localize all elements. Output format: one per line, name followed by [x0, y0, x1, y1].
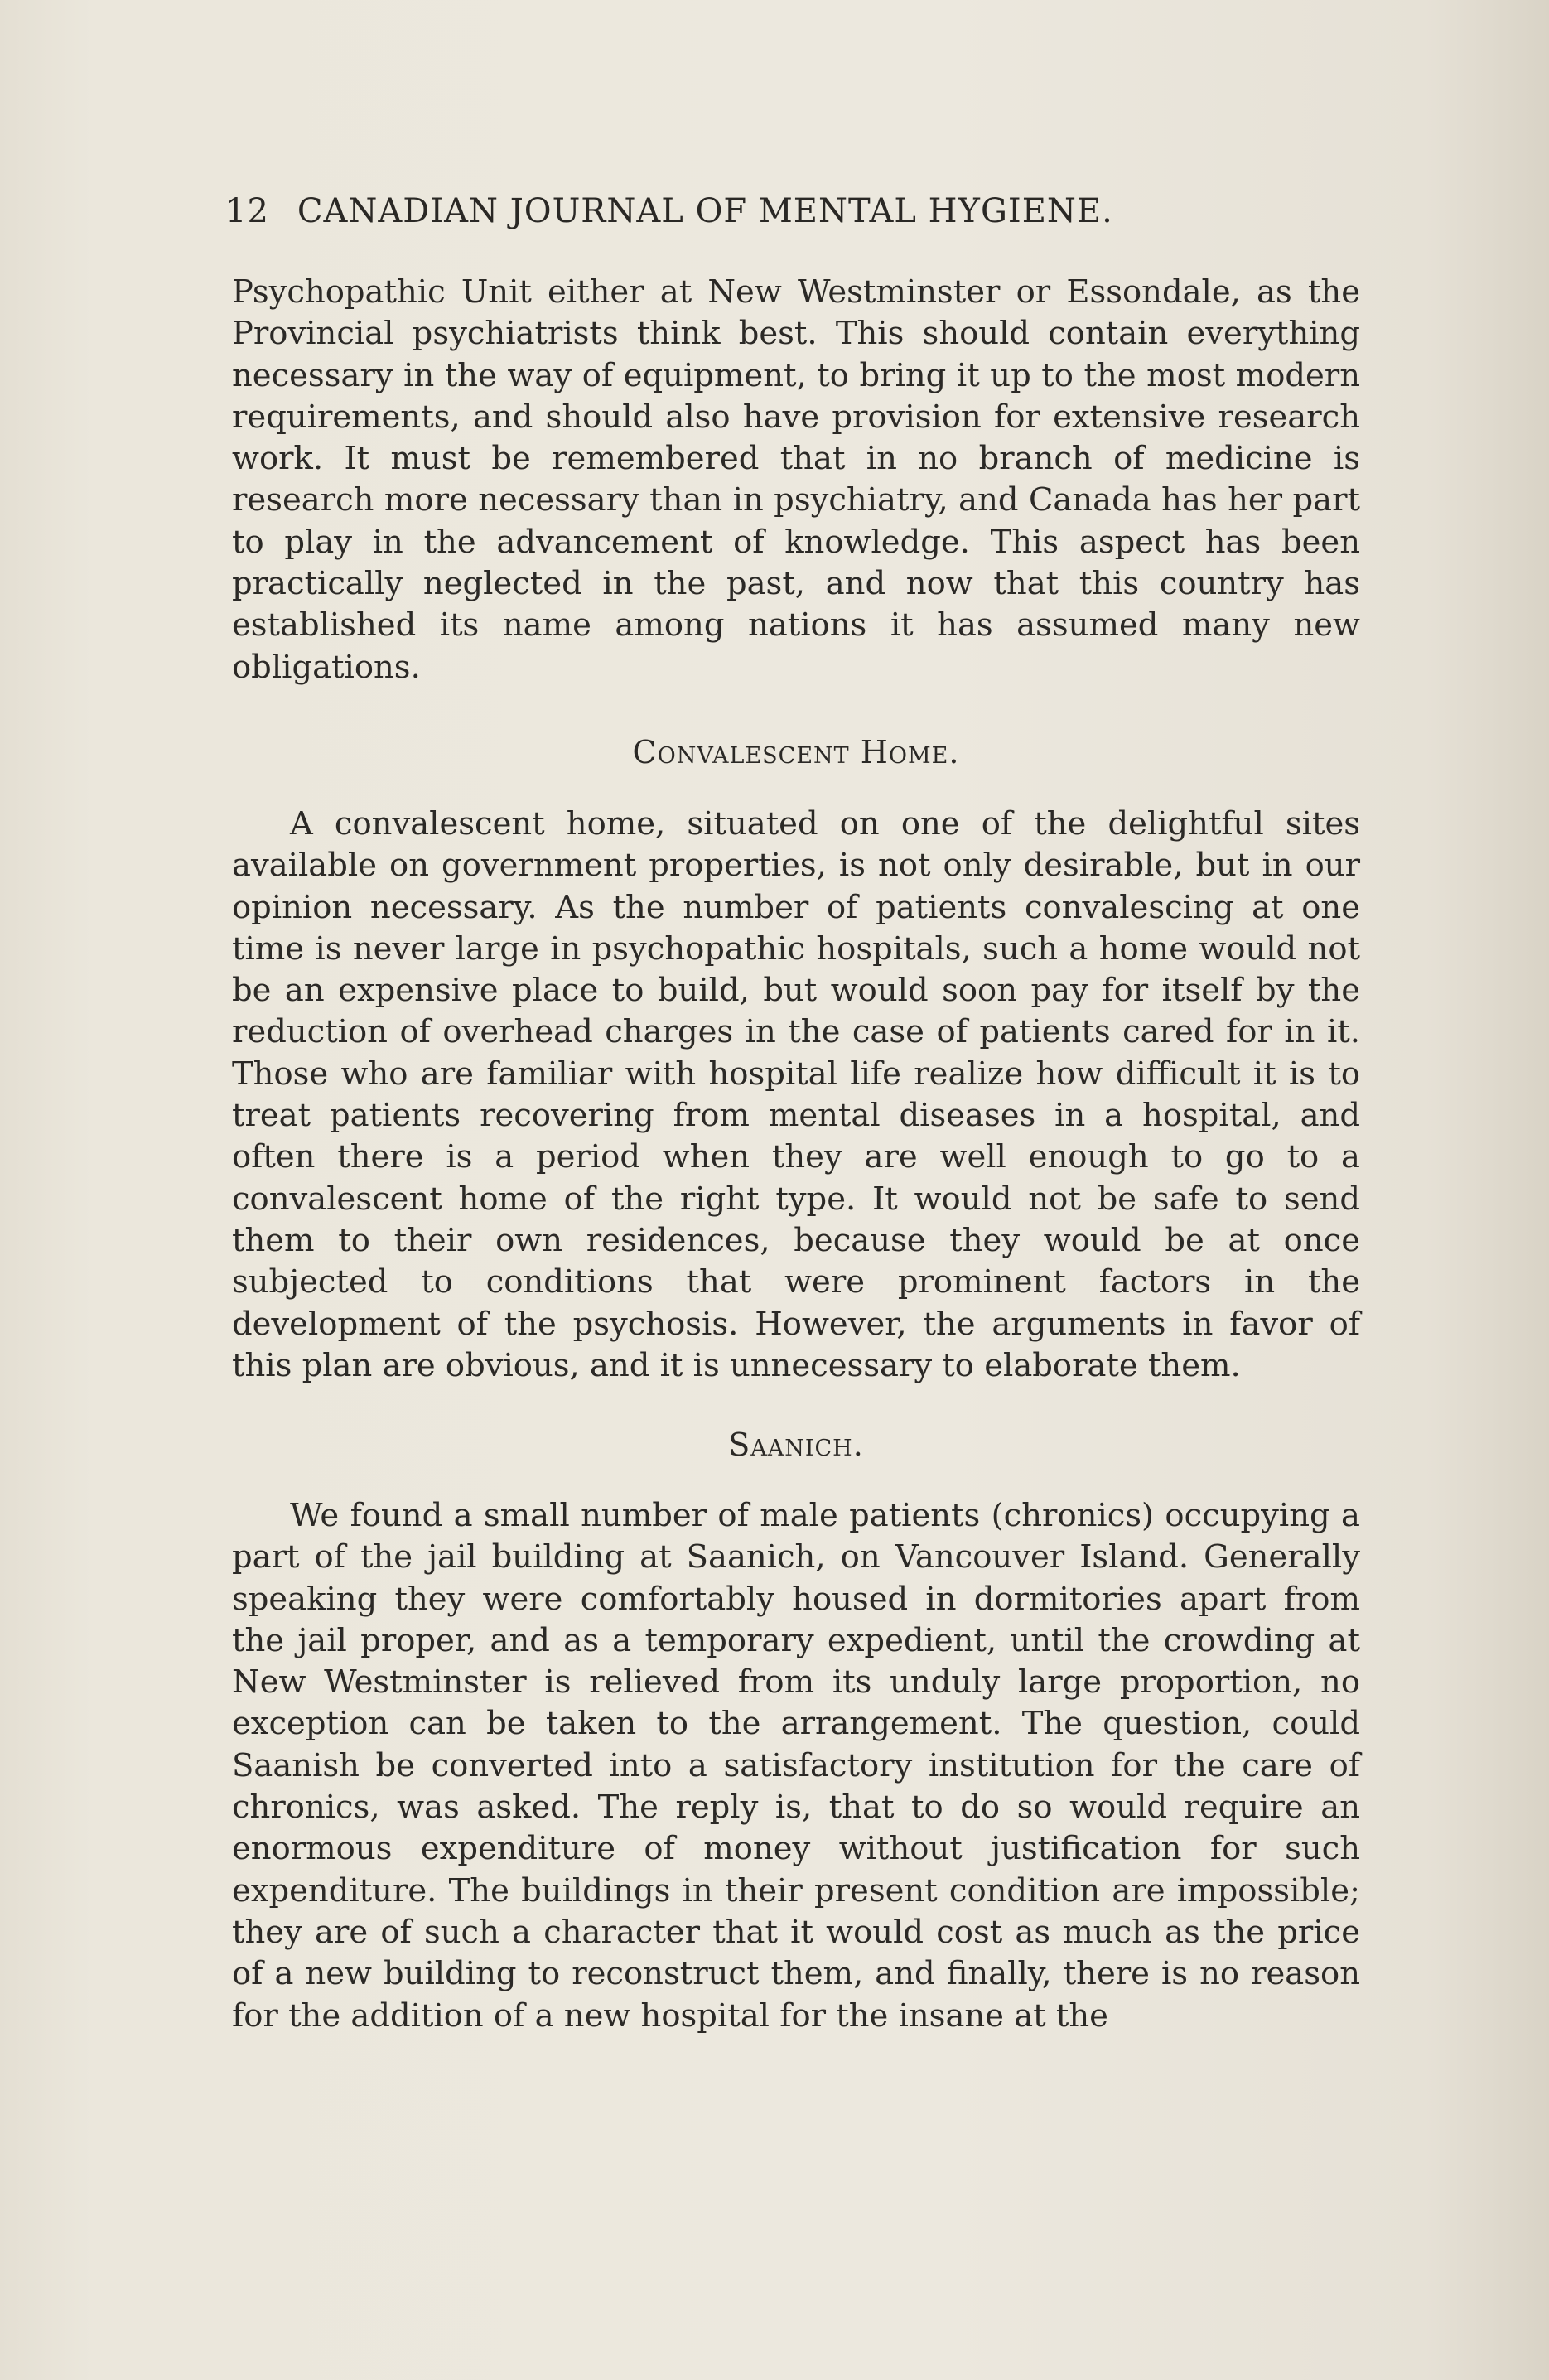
- body-paragraph-3: [232, 1495, 1360, 2037]
- journal-title: CANADIAN JOURNAL OF MENTAL HYGIENE.: [297, 192, 1113, 230]
- section-heading-convalescent-home: Convalescent Home.: [632, 734, 960, 770]
- section-heading-saanich: Saanich.: [728, 1427, 864, 1463]
- page-number: 12: [225, 192, 269, 230]
- running-header: [225, 192, 1368, 230]
- body-paragraph-1: [232, 272, 1360, 688]
- body-paragraph-2: [232, 804, 1360, 1387]
- paragraph-text: We found a small number of male patients (chronics) occupying a part of the jail building at Saanich, on Vancouver Island. Generally speaking they were comfortably housed in dormitories apart from the jail proper, and as a temporary expedient, until the crowding at New Westminster is relieved from its unduly large proportion, no exception can be taken to the arrangement. The question, could Saanish be converted into a satisfactory institution for the care of chronics, was asked. The reply is, that to do so would require an enormous expenditure of money without justification for such expenditure. The buildings in their present condition are impossible; they are of such a character that it would cost as much as the price of a new building to reconstruct them, and finally, there is no reason for the addition of a new hospital for the insane at the: [232, 1497, 1360, 2035]
- paragraph-text: Psychopathic Unit either at New Westminster or Essondale, as the Provincial psychiatrists think best. This should contain everything necessary in the way of equipment, to bring it up to the most modern requirements, and should also have provision for extensive research work. It must be remembered that in no branch of medicine is research more necessary than in psychiatry, and Canada has her part to play in the advancement of knowledge. This aspect has been practically neglected in the past, and now that this country has established its name among nations it has assumed many new obligations.: [232, 273, 1360, 686]
- paragraph-text: A convalescent home, situated on one of the delightful sites available on government properties, is not only desirable, but in our opinion necessary. As the number of patients convalescing at one time is never large in psychopathic hospitals, such a home would not be an expensive place to build, but would soon pay for itself by the reduction of overhead charges in the case of patients cared for in it. Those who are familiar with hospital life realize how difficult it is to treat patients recovering from mental diseases in a hospital, and often there is a period when they are well enough to go to a convalescent home of the right type. It would not be safe to send them to their own residences, because they would be at once subjected to conditions that were prominent factors in the development of the psychosis. However, the arguments in favor of this plan are obvious, and it is unnecessary to elaborate them.: [232, 805, 1360, 1384]
